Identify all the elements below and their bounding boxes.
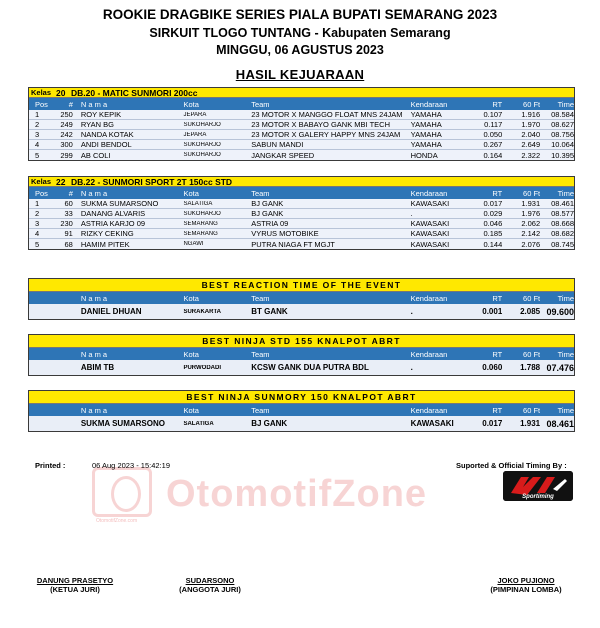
col-time: Time — [557, 188, 575, 198]
cell-60ft: 2.040 — [521, 130, 541, 139]
signature-pimpinan-lomba — [476, 576, 576, 594]
cell-60ft: 2.085 — [520, 307, 541, 316]
cell-time: 08.745 — [551, 239, 575, 249]
cell-team: BJ GANK — [251, 199, 284, 208]
class-number: 20 — [56, 87, 66, 98]
cell-rt: 0.144 — [483, 239, 503, 249]
cell-60ft: 2.062 — [521, 219, 541, 228]
col-kendaraan: Kendaraan — [410, 293, 448, 303]
col-name: N a m a — [80, 349, 108, 359]
cell-kendaraan: YAMAHA — [410, 130, 442, 139]
cell-time: 09.600 — [546, 306, 575, 317]
cell-pos: 1 — [35, 199, 40, 208]
signature-ketua-juri — [30, 576, 120, 594]
cell-time: 08.461 — [551, 199, 575, 208]
col-kendaraan: Kendaraan — [410, 349, 448, 359]
signature-name: DANUNG PRASETYO — [36, 576, 114, 585]
signature-name: SUDARSONO — [185, 576, 235, 585]
cell-pos: 3 — [35, 130, 40, 139]
cell-name: AB COLI — [80, 150, 111, 160]
col-kota: Kota — [183, 99, 199, 109]
cell-no: 250 — [60, 110, 73, 119]
cell-rt: 0.001 — [482, 307, 503, 316]
cell-time: 08.668 — [551, 219, 575, 228]
cell-pos: 4 — [35, 140, 40, 149]
table-row — [29, 239, 574, 249]
cell-no: 68 — [64, 239, 73, 249]
table-row — [29, 130, 574, 140]
cell-kendaraan: YAMAHA — [410, 120, 442, 129]
cell-no: 300 — [60, 140, 73, 149]
cell-name: DANIEL DHUAN — [80, 307, 142, 316]
printed-label: Printed : — [35, 461, 66, 470]
cell-no: 33 — [64, 209, 73, 218]
col-time: Time — [557, 99, 575, 109]
cell-time: 08.461 — [546, 418, 575, 429]
col-team: Team — [251, 293, 270, 303]
cell-kendaraan: KAWASAKI — [410, 239, 450, 249]
cell-team: 23 MOTOR X GALERY HAPPY MNS 24JAM — [251, 130, 401, 139]
class-label: Kelas — [31, 177, 52, 186]
cell-time: 08.682 — [551, 229, 575, 238]
cell-name: DANANG ALVARIS — [80, 209, 146, 218]
table-row — [29, 120, 574, 130]
cell-time: 08.627 — [551, 120, 575, 129]
cell-no: 299 — [60, 150, 73, 160]
cell-rt: 0.267 — [483, 140, 503, 149]
cell-pos: 2 — [35, 120, 40, 129]
best-ninja-sunmory-panel — [28, 390, 575, 432]
col-kota: Kota — [183, 293, 199, 303]
table-row — [29, 219, 574, 229]
cell-kota: JEPARA — [183, 111, 207, 118]
col-60ft: 60 Ft — [523, 188, 541, 198]
cell-team: BT GANK — [251, 307, 288, 316]
printed-value: 06 Aug 2023 - 15:42:19 — [92, 461, 170, 470]
col-kendaraan: Kendaraan — [410, 405, 448, 415]
cell-60ft: 1.788 — [520, 363, 541, 372]
column-header — [29, 404, 574, 416]
cell-rt: 0.185 — [483, 229, 503, 238]
cell-name: ASTRIA KARJO 09 — [80, 219, 146, 228]
cell-rt: 0.117 — [484, 120, 503, 129]
cell-rt: 0.060 — [482, 363, 503, 372]
cell-kendaraan: YAMAHA — [410, 140, 442, 149]
col-pos: Pos — [35, 99, 48, 109]
cell-60ft: 2.076 — [521, 239, 541, 249]
cell-name: NANDA KOTAK — [80, 130, 134, 139]
cell-name: SUKMA SUMARSONO — [80, 419, 165, 428]
col-time: Time — [557, 349, 575, 359]
col-60ft: 60 Ft — [523, 405, 541, 415]
cell-kota: SUKOHARJO — [183, 141, 221, 148]
cell-kota: NGAWI — [183, 241, 204, 247]
cell-rt: 0.017 — [482, 419, 503, 428]
col-pos: Pos — [35, 188, 48, 198]
signature-role: (KETUA JURI) — [50, 585, 100, 594]
cell-pos: 5 — [35, 239, 40, 249]
signature-anggota-juri — [165, 576, 255, 594]
column-header — [29, 292, 574, 304]
cell-no: 242 — [60, 130, 73, 139]
cell-team: KCSW GANK DUA PUTRA BDL — [251, 363, 369, 372]
cell-team: 23 MOTOR X MANGGO FLOAT MNS 24JAM — [251, 110, 403, 119]
cell-kota: SALATIGA — [183, 200, 213, 207]
table-row — [29, 229, 574, 239]
class-22-panel — [28, 176, 575, 250]
cell-team: BJ GANK — [251, 209, 284, 218]
col-name: N a m a — [80, 188, 108, 198]
cell-team: 23 MOTOR X BABAYO GANK MBI TECH — [251, 120, 391, 129]
col-rt: RT — [492, 99, 503, 109]
cell-kendaraan: . — [410, 363, 413, 372]
cell-no: 230 — [60, 219, 73, 228]
cell-name: ANDI BENDOL — [80, 140, 132, 149]
cell-name: ABIM TB — [80, 363, 115, 372]
column-header — [29, 98, 574, 110]
timing-logo-text: Sportiming — [522, 494, 554, 500]
cell-name: RIZKY CEKING — [80, 229, 134, 238]
cell-name: SUKMA SUMARSONO — [80, 199, 159, 208]
cell-team: JANGKAR SPEED — [251, 150, 315, 160]
table-row — [29, 150, 574, 160]
cell-60ft: 1.970 — [521, 120, 541, 129]
cell-pos: 4 — [35, 229, 40, 238]
signature-name: JOKO PUJIONO — [497, 576, 555, 585]
col-60ft: 60 Ft — [523, 99, 541, 109]
cell-60ft: 2.322 — [521, 150, 541, 160]
cell-pos: 2 — [35, 209, 40, 218]
cell-name: HAMIM PITEK — [80, 239, 130, 249]
event-date: MINGGU, 06 AGUSTUS 2023 — [216, 43, 384, 57]
cell-time: 08.584 — [551, 110, 575, 119]
class-header — [29, 177, 574, 187]
cell-kota: SEMARANG — [183, 220, 218, 227]
col-time: Time — [557, 405, 575, 415]
cell-kendaraan: HONDA — [410, 150, 438, 160]
col-60ft: 60 Ft — [523, 293, 541, 303]
col-60ft: 60 Ft — [523, 349, 541, 359]
watermark — [88, 465, 508, 525]
event-title: ROOKIE DRAGBIKE SERIES PIALA BUPATI SEMARANG 2023 — [102, 7, 498, 22]
col-name: N a m a — [80, 293, 108, 303]
column-header — [29, 348, 574, 360]
cell-no: 91 — [64, 229, 73, 238]
cell-time: 10.395 — [551, 150, 575, 160]
cell-60ft: 2.142 — [521, 229, 541, 238]
table-row — [29, 209, 574, 219]
cell-team: VYRUS MOTOBIKE — [251, 229, 319, 238]
col-rt: RT — [492, 188, 503, 198]
table-row — [29, 140, 574, 150]
cell-kota: SUKOHARJO — [183, 152, 221, 158]
timing-logo-icon — [503, 471, 573, 501]
cell-name: RYAN BG — [80, 120, 114, 129]
cell-60ft: 1.931 — [521, 199, 541, 208]
cell-team: ASTRIA 09 — [251, 219, 289, 228]
cell-kendaraan: KAWASAKI — [410, 199, 450, 208]
watermark-url: OtomotifZone.com — [96, 518, 138, 524]
col-no: # — [68, 99, 73, 109]
class-number: 22 — [56, 176, 66, 187]
cell-no: 60 — [64, 199, 73, 208]
cell-time: 08.756 — [551, 130, 575, 139]
best-ninja-std-panel — [28, 334, 575, 376]
col-name: N a m a — [80, 99, 108, 109]
cell-rt: 0.050 — [483, 130, 503, 139]
cell-team: SABUN MANDI — [251, 140, 304, 149]
column-header — [29, 187, 574, 199]
cell-kota: SUKOHARJO — [183, 210, 221, 217]
cell-kota: SUKOHARJO — [183, 121, 221, 128]
signature-role: (ANGGOTA JURI) — [179, 585, 241, 594]
support-label: Suported & Official Timing By : — [456, 461, 567, 470]
col-team: Team — [251, 349, 270, 359]
col-rt: RT — [492, 349, 503, 359]
cell-60ft: 1.931 — [520, 419, 541, 428]
class-name: DB.20 - MATIC SUNMORI 200cc — [71, 87, 198, 98]
cell-team: PUTRA NIAGA FT MGJT — [251, 239, 335, 249]
cell-kota: SURAKARTA — [183, 308, 222, 315]
cell-60ft: 2.649 — [521, 140, 541, 149]
cell-pos: 1 — [35, 110, 40, 119]
watermark-text: OtomotifZone — [166, 473, 428, 515]
cell-kendaraan: KAWASAKI — [410, 419, 454, 428]
cell-pos: 5 — [35, 150, 40, 160]
cell-kendaraan: KAWASAKI — [410, 219, 450, 228]
col-kendaraan: Kendaraan — [410, 188, 448, 198]
cell-kota: SEMARANG — [183, 230, 218, 237]
cell-rt: 0.107 — [483, 110, 503, 119]
cell-time: 07.476 — [546, 362, 575, 373]
cell-rt: 0.029 — [483, 209, 503, 218]
cell-kendaraan: KAWASAKI — [410, 229, 450, 238]
class-label: Kelas — [31, 88, 52, 97]
cell-no: 249 — [60, 120, 73, 129]
cell-kota: SALATIGA — [183, 420, 214, 427]
col-kota: Kota — [183, 188, 199, 198]
cell-60ft: 1.976 — [521, 209, 541, 218]
class-name: DB.22 - SUNMORI SPORT 2T 150cc STD — [71, 176, 233, 187]
cell-rt: 0.046 — [483, 219, 503, 228]
col-kota: Kota — [183, 405, 199, 415]
col-team: Team — [251, 99, 270, 109]
cell-time: 08.577 — [551, 209, 575, 218]
table-row — [29, 199, 574, 209]
best-title: BEST NINJA STD 155 KNALPOT ABRT — [29, 335, 574, 348]
class-header — [29, 88, 574, 98]
section-title: HASIL KEJUARAAN — [235, 67, 365, 82]
cell-rt: 0.017 — [483, 199, 503, 208]
cell-rt: 0.164 — [483, 150, 503, 160]
table-row — [29, 416, 574, 431]
table-row — [29, 110, 574, 120]
cell-pos: 3 — [35, 219, 40, 228]
circuit-name: SIRKUIT TLOGO TUNTANG - Kabupaten Semarang — [149, 26, 451, 40]
best-title: BEST NINJA SUNMORY 150 KNALPOT ABRT — [29, 391, 574, 404]
signature-role: (PIMPINAN LOMBA) — [490, 585, 562, 594]
cell-kendaraan: YAMAHA — [410, 110, 442, 119]
cell-time: 10.064 — [551, 140, 575, 149]
cell-kendaraan: . — [410, 209, 413, 218]
cell-kota: PURWODADI — [183, 364, 222, 371]
cell-kota: JEPARA — [183, 131, 207, 138]
col-rt: RT — [492, 293, 503, 303]
col-name: N a m a — [80, 405, 108, 415]
cell-60ft: 1.916 — [521, 110, 541, 119]
cell-kendaraan: . — [410, 307, 413, 316]
col-kota: Kota — [183, 349, 199, 359]
watermark-badge-icon — [92, 467, 152, 517]
col-kendaraan: Kendaraan — [410, 99, 448, 109]
cell-team: BJ GANK — [251, 419, 288, 428]
class-20-panel — [28, 87, 575, 161]
best-reaction-panel — [28, 278, 575, 320]
col-team: Team — [251, 188, 270, 198]
best-title: BEST REACTION TIME OF THE EVENT — [29, 279, 574, 292]
col-no: # — [68, 188, 73, 198]
col-team: Team — [251, 405, 270, 415]
table-row — [29, 360, 574, 375]
col-rt: RT — [492, 405, 503, 415]
cell-name: ROY KEPIK — [80, 110, 122, 119]
col-time: Time — [557, 293, 575, 303]
table-row — [29, 304, 574, 319]
